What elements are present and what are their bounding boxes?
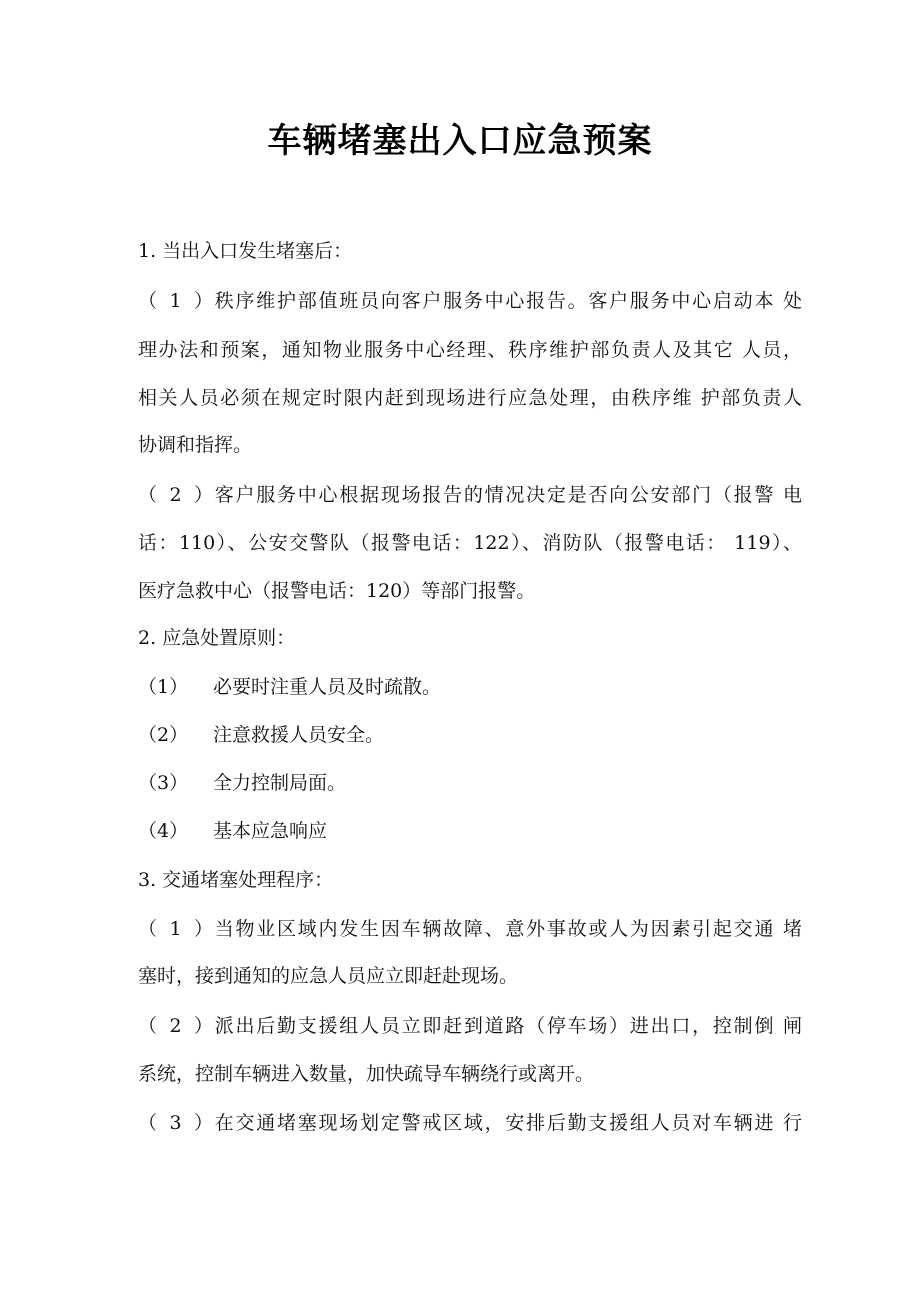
item-number: （3） xyxy=(138,772,189,794)
section-3-heading: 3. 交通堵塞处理程序： xyxy=(138,869,334,891)
item-number: （2） xyxy=(138,1015,213,1037)
paragraph-text: 客户服务中心根据现场报告的情况决定是否向公安部门（报警 电 xyxy=(213,484,802,506)
document-title: 车辆堵塞出入口应急预案 xyxy=(267,121,653,161)
s2-item-3 xyxy=(138,768,802,798)
s2-item-2 xyxy=(138,720,802,750)
item-number: （1） xyxy=(138,676,189,698)
section-1-heading: 1. 当出入口发生堵塞后： xyxy=(138,240,353,262)
s3-item-1-line-2: 塞时，接到通知的应急人员应立即赶赴现场。 xyxy=(138,965,519,987)
paragraph-text: 当物业区域内发生因车辆故障、意外事故或人为因素引起交通 堵 xyxy=(213,918,802,940)
s1-item-2-line-2: 话：110）、公安交警队（报警电话：122）、消防队（报警电话： 119）、 xyxy=(138,532,802,554)
item-number: （1） xyxy=(138,918,213,940)
paragraph-text: 派出后勤支援组人员立即赶到道路（停车场）进出口，控制倒 闸 xyxy=(213,1015,802,1037)
paragraph-text: 必要时注重人员及时疏散。 xyxy=(213,676,442,698)
s3-item-3-line-1 xyxy=(138,1108,802,1138)
s3-item-2-line-1 xyxy=(138,1011,802,1041)
paragraph-text: 在交通堵塞现场划定警戒区域，安排后勤支援组人员对车辆进 行 xyxy=(213,1112,802,1134)
item-number: （3） xyxy=(138,1112,213,1134)
s1-item-2-line-1 xyxy=(138,480,802,510)
item-number: （2） xyxy=(138,724,189,746)
s2-item-1 xyxy=(138,672,802,702)
paragraph-text: 注意救援人员安全。 xyxy=(213,724,385,746)
item-number: （4） xyxy=(138,820,189,842)
s1-item-1-line-1 xyxy=(138,286,802,316)
s2-item-4 xyxy=(138,816,802,846)
section-2-heading: 2. 应急处置原则： xyxy=(138,627,296,649)
item-number: （1） xyxy=(138,290,213,312)
s1-item-2-line-3: 医疗急救中心（报警电话：120）等部门报警。 xyxy=(138,580,536,602)
paragraph-text: 秩序维护部值班员向客户服务中心报告。客户服务中心启动本 处 xyxy=(213,290,802,312)
item-number: （2） xyxy=(138,484,213,506)
s3-item-2-line-2: 系统，控制车辆进入数量，加快疏导车辆绕行或离开。 xyxy=(138,1063,595,1085)
s3-item-1-line-1 xyxy=(138,914,802,944)
s1-item-1-line-4: 协调和指挥。 xyxy=(138,434,253,456)
s1-item-1-line-3: 相关人员必须在规定时限内赶到现场进行应急处理，由秩序维 护部负责人 xyxy=(138,387,802,409)
paragraph-text: 基本应急响应 xyxy=(213,820,328,842)
s1-item-1-line-2: 理办法和预案，通知物业服务中心经理、秩序维护部负责人及其它 人员， xyxy=(138,339,802,361)
paragraph-text: 全力控制局面。 xyxy=(213,772,347,794)
